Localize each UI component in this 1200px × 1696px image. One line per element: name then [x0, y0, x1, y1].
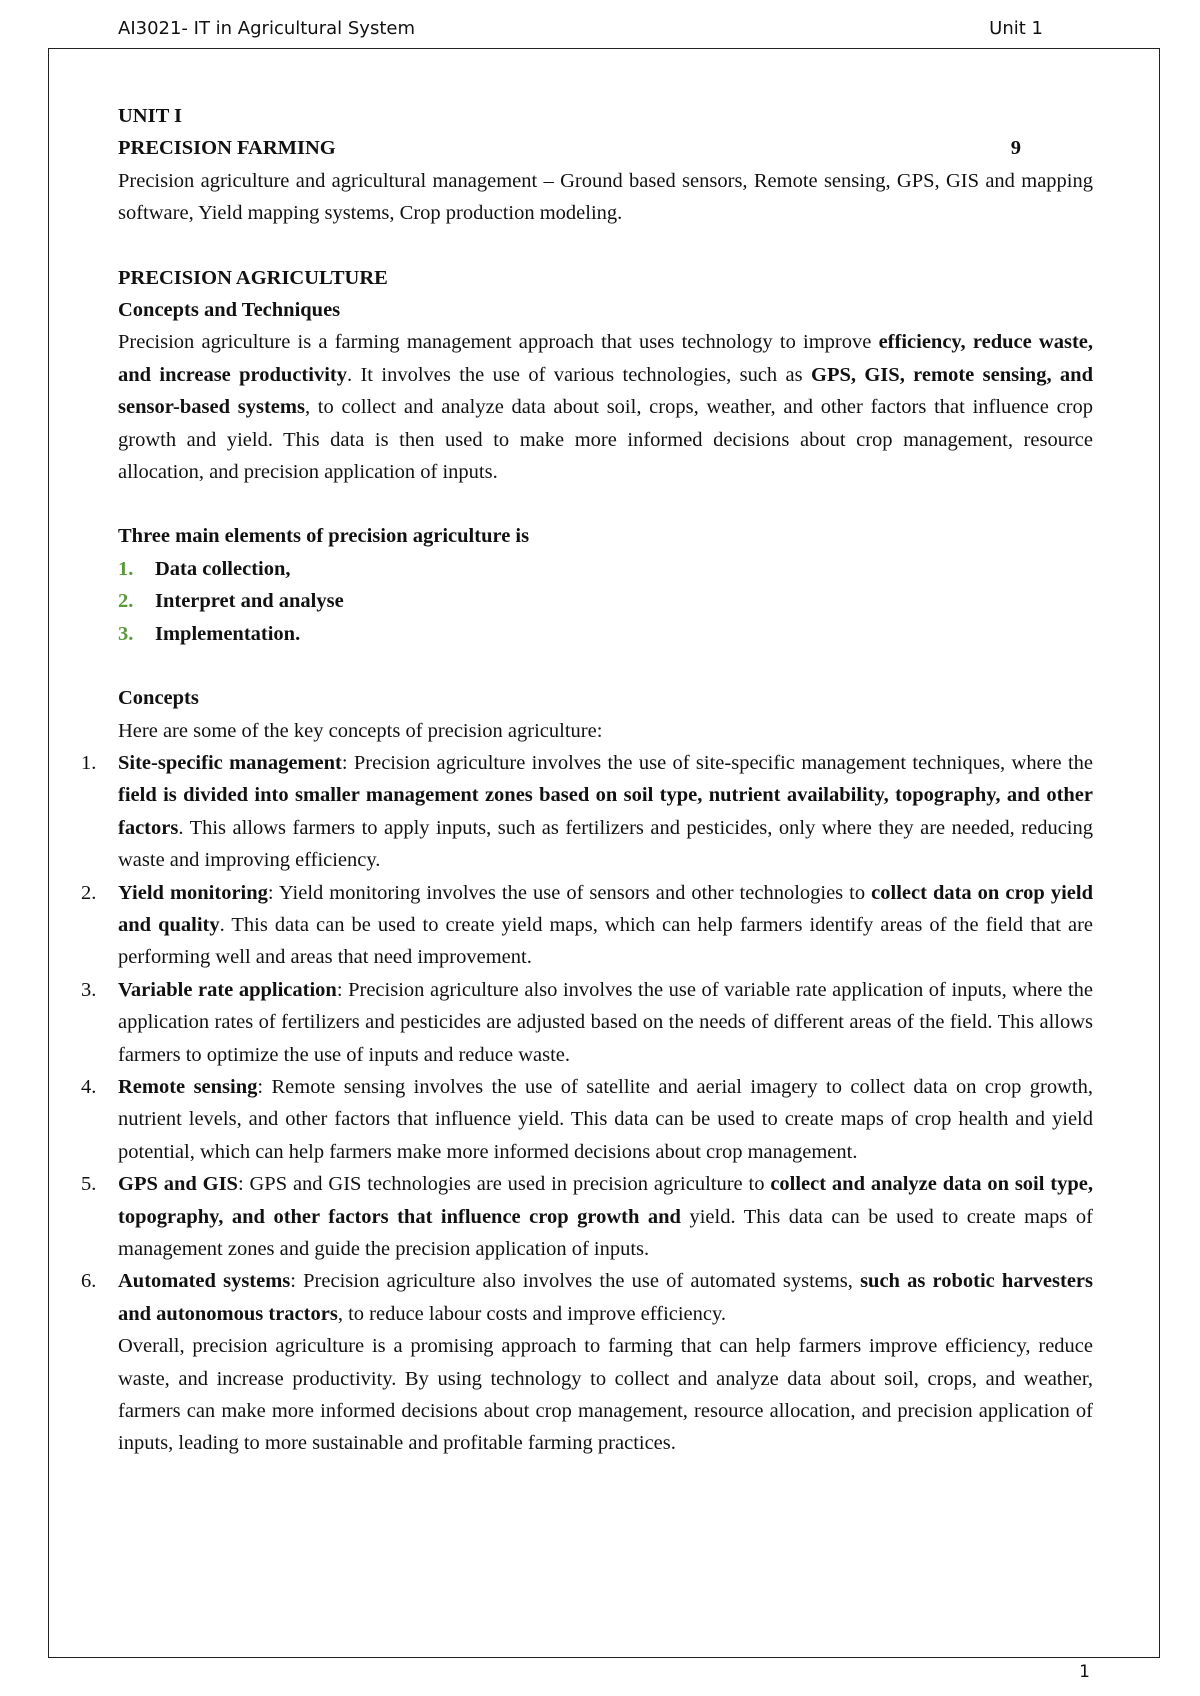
text-run: : GPS and GIS technologies are used in precision agriculture to [237, 1173, 771, 1196]
bold-run: GPS, GIS, remote sensing, and sensor-based systems [118, 363, 1093, 419]
unit-label: Unit 1 [989, 18, 1043, 39]
list-number: 2. [118, 590, 134, 613]
list-item [81, 1168, 1094, 1265]
syllabus-text: Precision agriculture and agricultural management – Ground based sensors, Remote sensing, GPS, GIS and mapping software, Yield mapping systems, Crop production modeling. [118, 169, 1093, 225]
text-run: : Precision agriculture also involves the use of automated systems, [290, 1270, 861, 1293]
concept-term: Yield monitoring [118, 881, 268, 904]
text-run: . It involves the use of various technologies, such as [346, 363, 811, 386]
document-body [81, 100, 1094, 1460]
text-run: : Remote sensing involves the use of satellite and aerial imagery to collect data on crop growth, nutrient levels, and other factors that influence yield. This data can be used to create maps of crop health and yield potential, which can help farmers make more informed decisions about crop management. [118, 1075, 1093, 1163]
list-item [118, 585, 1093, 617]
concepts-techniques-heading: Concepts and Techniques [118, 299, 341, 322]
elements-list [118, 553, 1093, 650]
text-run: , to reduce labour costs and improve efficiency. [337, 1302, 727, 1325]
list-item [81, 1071, 1093, 1168]
text-run: . This data can be used to create yield maps, which can help farmers identify areas of the field that are performing well and areas that need improvement. [118, 913, 1093, 969]
concepts-list [81, 747, 1094, 1330]
concept-term: GPS and GIS [118, 1173, 238, 1196]
list-item [81, 974, 1093, 1071]
bold-run: efficiency, reduce waste, and increase productivity [118, 331, 1094, 386]
concept-term: Variable rate application [118, 978, 337, 1001]
concepts-intro: Here are some of the key concepts of precision agriculture: [118, 719, 603, 742]
list-text: Implementation. [155, 622, 301, 645]
list-number: 3. [81, 978, 97, 1001]
bold-run: collect data on crop yield and quality [118, 881, 1093, 936]
list-item [118, 618, 1093, 650]
list-item [81, 1265, 1094, 1330]
text-run: Precision agriculture is a farming management approach that uses technology to improve [118, 331, 879, 354]
syllabus-title: PRECISION FARMING [118, 137, 336, 160]
concept-term: Automated systems [118, 1270, 291, 1293]
syllabus-hours: 9 [1010, 137, 1021, 160]
list-number: 1. [81, 751, 97, 774]
concept-term: Remote sensing [118, 1075, 258, 1098]
text-run: yield. This data can be used to create maps of management zones and guide the precision application of inputs. [118, 1205, 1094, 1260]
list-item [81, 747, 1093, 877]
list-number: 3. [118, 622, 134, 645]
syllabus-heading [118, 132, 1093, 164]
list-number: 4. [81, 1075, 97, 1098]
page-header [118, 18, 1043, 44]
list-item [118, 553, 1093, 585]
list-number: 5. [81, 1173, 97, 1196]
concepts-techniques-paragraph [118, 326, 1093, 488]
list-text: Interpret and analyse [155, 590, 344, 613]
elements-heading: Three main elements of precision agriculture is [118, 525, 530, 548]
list-item [81, 877, 1093, 974]
text-run: . This allows farmers to apply inputs, such as fertilizers and pesticides, only where they are needed, reducing waste and improving efficiency. [118, 816, 1093, 872]
concept-term: Site-specific management [118, 751, 342, 774]
conclusion-paragraph: Overall, precision agriculture is a promising approach to farming that can help farmers improve efficiency, reduce waste, and increase productivity. By using technology to collect and analyze data about soil, crops, and weather, farmers can make more informed decisions about crop management, resource allocation, and precision application of inputs, leading to more sustainable and profitable farming practices. [118, 1335, 1093, 1455]
list-number: 1. [118, 557, 134, 580]
list-number: 2. [81, 881, 97, 904]
section-title: PRECISION AGRICULTURE [118, 266, 388, 289]
page-number: 1 [1079, 1662, 1090, 1682]
list-number: 6. [81, 1270, 97, 1293]
text-run: : Precision agriculture also involves the use of variable rate application of inputs, where the application rates of fertilizers and pesticides are adjusted based on the needs of different areas of the field. This allows farmers to optimize the use of inputs and reduce waste. [118, 978, 1093, 1066]
bold-run: field is divided into smaller management zones based on soil type, nutrient availability, topography, and other factors [118, 784, 1093, 839]
list-text: Data collection, [155, 557, 291, 580]
bold-run: such as robotic harvesters and autonomous tractors [118, 1270, 1094, 1325]
text-run: : Yield monitoring involves the use of sensors and other technologies to [267, 881, 872, 904]
unit-title: UNIT I [118, 105, 182, 127]
course-title: AI3021- IT in Agricultural System [118, 18, 415, 39]
text-run: : Precision agriculture involves the use of site-specific management techniques, where the [341, 751, 1093, 774]
concepts-heading: Concepts [118, 687, 199, 710]
bold-run: collect and analyze data on soil type, topography, and other factors that influence crop growth and [118, 1173, 1093, 1228]
text-run: , to collect and analyze data about soil, crops, weather, and other factors that influence crop growth and yield. This data is then used to make more informed decisions about crop management, resource allocation, and precision application of inputs. [118, 396, 1093, 484]
